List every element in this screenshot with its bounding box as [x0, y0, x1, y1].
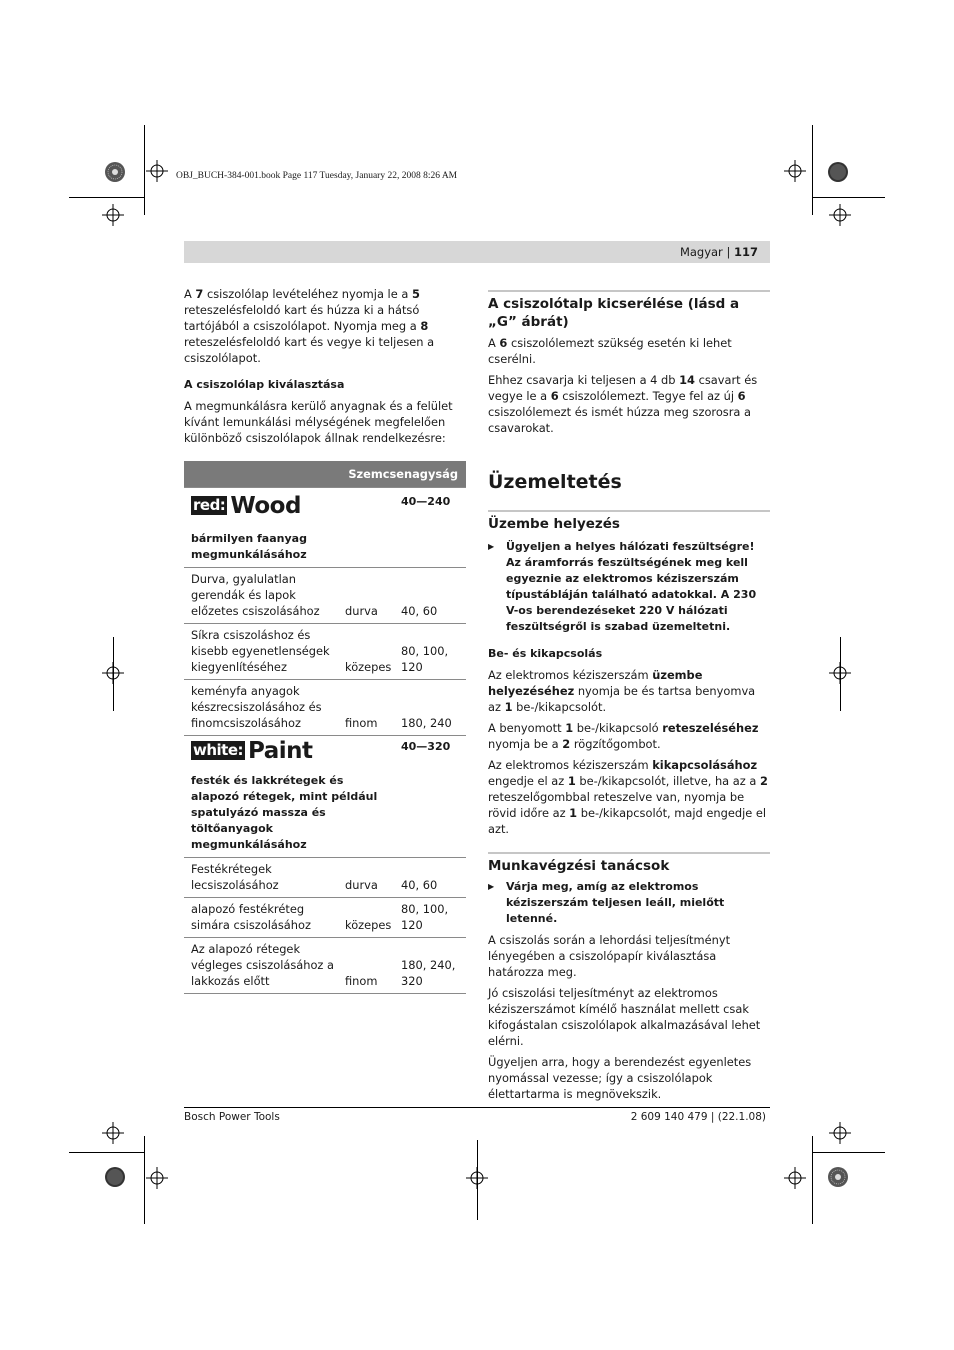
header-separator: |: [726, 245, 731, 259]
right-column: [488, 290, 770, 1102]
page-header-bar: [184, 241, 770, 263]
page-header: [680, 244, 758, 260]
footer-left: Bosch Power Tools: [184, 1111, 280, 1123]
onoff-text-1: Az elektromos kéziszerszám üzembe helyezéséhez nyomja be és tartsa benyomva az 1 be-/kikapcsolót.: [488, 668, 756, 714]
crop-marks: [840, 637, 841, 711]
table-row: Síkra csiszoláshoz és kisebb egyenetlenségek kiegyenlítéséhez közepes 80, 100, 120: [184, 624, 466, 680]
footer-rule: [184, 1107, 770, 1108]
onoff-text-3: Az elektromos kéziszerszám kikapcsolásához engedje el az 1 be-/kikapcsolót, illetve, ha az a 2 reteszelőgombbal reteszelve van, nyomja be rövid időre az 1 be-/kikapcsolót, majd engedje el azt.: [488, 758, 768, 836]
crosshair-icon: [146, 160, 168, 182]
red-wood-logo: red: Wood: [193, 493, 301, 519]
tips-text-2: Jó csiszolási teljesítményt az elektromos kéziszerszámot kímélő használat mellett csak kifogástalan csiszolólapok alkalmazásával lehet elérni.: [488, 986, 761, 1048]
crosshair-icon: [102, 1122, 124, 1144]
file-info-line: OBJ_BUCH-384-001.book Page 117 Tuesday, January 22, 2008 8:26 AM: [176, 171, 458, 181]
sanding-sheet-table: [184, 461, 466, 994]
crosshair-icon: [784, 160, 806, 182]
tips-heading: Munkavégzési tanácsok: [488, 852, 770, 875]
crosshair-icon: [829, 204, 851, 226]
crop-marks: [477, 1140, 478, 1220]
registration-rosette-icon: [827, 1166, 849, 1188]
table-row: Festékrétegek lecsiszolásához durva 40, 60: [184, 858, 466, 898]
registration-dark-circle-icon: [104, 1166, 126, 1188]
select-text: A megmunkálásra kerülő anyagnak és a felület kívánt lemunkálási mélységének megfelelően különböző csiszolólapok állnak rendelkezésre:: [184, 399, 453, 445]
tips-text-3: Ügyeljen arra, hogy a berendezést egyenletes nyomással vezesse; így a csiszolólapok élettartarma is megnövekszik.: [488, 1055, 752, 1101]
crosshair-icon: [102, 204, 124, 226]
list-item: ▶ Várja meg, amíg az elektromos kéziszerszám teljesen leáll, mielőtt letenné.: [488, 879, 770, 927]
table-group-wood: [184, 488, 466, 568]
paint-description: festék és lakkrétegek és alapozó rétegek, mint például spatulyázó massza és töltőanyagok megmunkálásához: [191, 774, 378, 851]
header-language: Magyar: [679, 245, 723, 259]
table-row: alapozó festékréteg simára csiszolásához közepes 80, 100, 120: [184, 898, 466, 938]
white-paint-logo: white: Paint: [193, 738, 313, 764]
paint-grit-range: 40—320: [394, 736, 466, 858]
select-heading: A csiszolólap kiválasztása: [184, 378, 345, 391]
table-row: keményfa anyagok készrecsiszolásához és finomcsiszolásához finom 180, 240: [184, 680, 466, 736]
pad-text-1: A 6 csiszolólemezt szükség esetén ki lehet cserélni.: [488, 336, 732, 366]
pad-change-heading: A csiszolótalp kicserélése (lásd a „G” ábrát): [488, 290, 770, 331]
tips-text-1: A csiszolás során a lehordási teljesítményt lényegében a csiszolópapír kiválasztása határozza meg.: [488, 933, 731, 979]
footer-right: 2 609 140 479 | (22.1.08): [630, 1111, 766, 1123]
onoff-heading: Be- és kikapcsolás: [488, 647, 603, 660]
table-header-grit: Szemcsenagyság: [184, 461, 466, 488]
left-column: [184, 286, 466, 994]
wood-description: bármilyen faanyag megmunkálásához: [191, 532, 307, 561]
tips-warning-list: [488, 879, 770, 927]
registration-dark-circle-icon: [827, 161, 849, 183]
table-row: Az alapozó rétegek végleges csiszolásához a lakkozás előtt finom 180, 240, 320: [184, 938, 466, 994]
crosshair-icon: [146, 1167, 168, 1189]
table-row: Durva, gyalulatlan gerendák és lapok előzetes csiszolásához durva 40, 60: [184, 568, 466, 624]
page-number: 117: [733, 245, 758, 259]
crosshair-icon: [829, 1122, 851, 1144]
pad-text-2: Ehhez csavarja ki teljesen a 4 db 14 csavart és vegye le a 6 csiszolólemezt. Tegye fel az új 6 csiszolólemezt és ismét húzza meg szorosra a csavarokat.: [488, 373, 758, 435]
wood-grit-range: 40—240: [394, 488, 466, 568]
startup-warning-list: [488, 539, 770, 635]
list-item: ▶ Ügyeljen a helyes hálózati feszültségre! Az áramforrás feszültségének meg kell egyeznie az elektromos kéziszerszám típustábláján található adatokkal. A 230 V-os berendezéseket 220 V hálózati feszültségről is szabad üzemeltetni.: [488, 539, 770, 635]
sanding-sheet-removal-text: A 7 csiszolólap levételéhez nyomja le a 5 reteszelésfeloldó kart és húzza ki a hátsó tartójából a csiszolólapot. Nyomja meg a 8 reteszelésfeloldó kart és vegye ki teljesen a csiszolólapot.: [184, 287, 435, 365]
crop-marks: [113, 637, 114, 711]
onoff-text-2: A benyomott 1 be-/kikapcsoló reteszeléséhez nyomja be a 2 rögzítőgombot.: [488, 721, 759, 751]
registration-rosette-icon: [104, 161, 126, 183]
operation-title: Üzemeltetés: [488, 471, 622, 493]
table-group-paint: [184, 736, 466, 858]
crosshair-icon: [784, 1167, 806, 1189]
startup-heading: Üzembe helyezés: [488, 510, 770, 533]
